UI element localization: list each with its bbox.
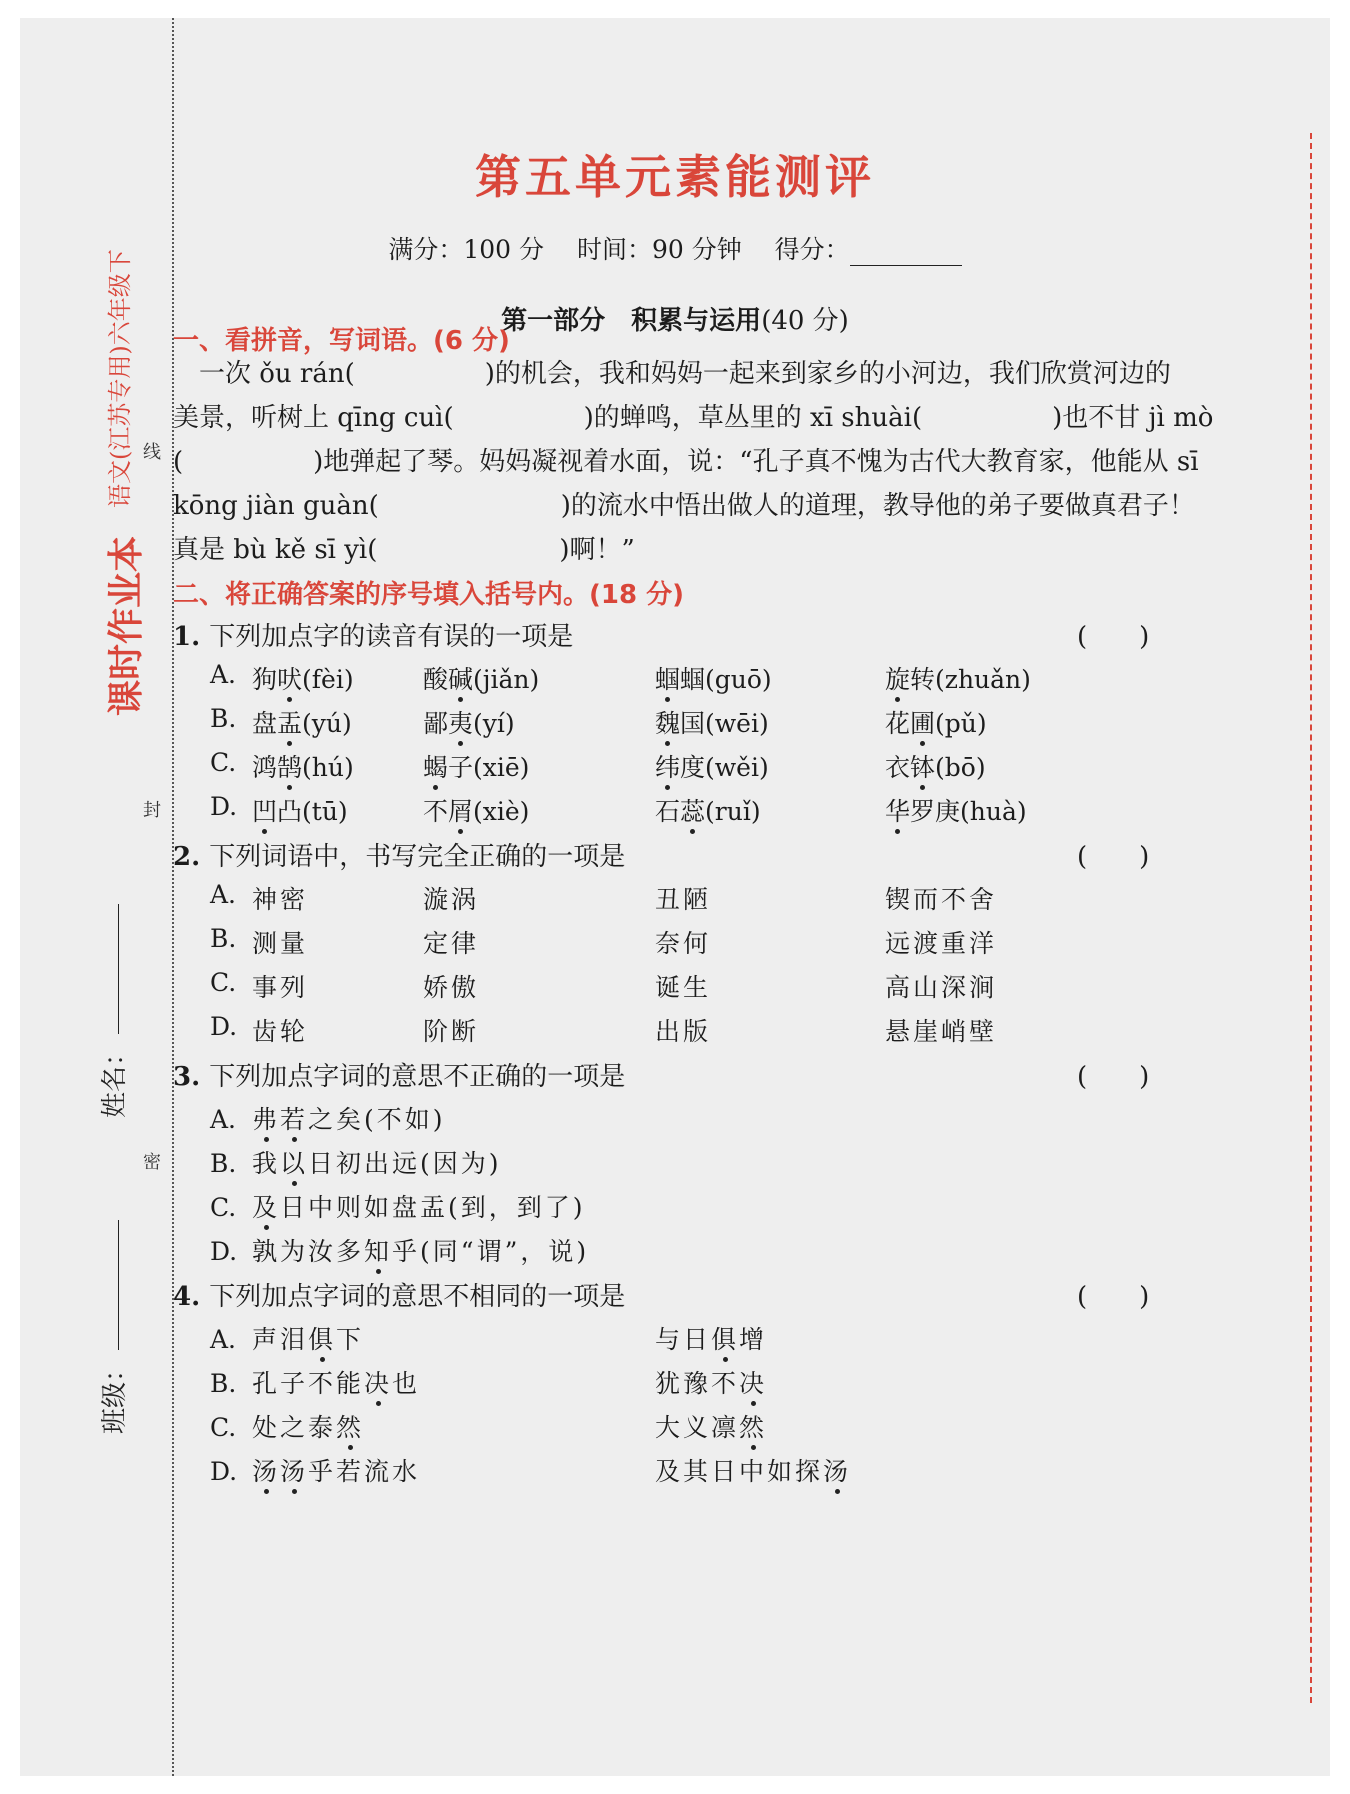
- option-text: 不: [423, 797, 449, 826]
- cut-mark-seal: 封: [143, 800, 161, 821]
- option-text: (yí): [473, 709, 515, 738]
- exam-page: [20, 18, 1330, 1776]
- option-letter: C.: [210, 1413, 237, 1442]
- option-choice: [252, 704, 352, 740]
- option-text: 花: [885, 709, 911, 738]
- option-text: 我: [252, 1149, 281, 1178]
- brand-logo: 课时作业本: [106, 535, 147, 716]
- option-letter: A.: [210, 880, 237, 909]
- option-choice: [885, 704, 987, 740]
- passage-line: kōng jiàn guàn( )的流水中悟出做人的道理，教导他的弟子要做真君子！: [173, 491, 1195, 521]
- option-text: 增: [739, 1325, 768, 1354]
- option-choice: 神密: [252, 885, 309, 914]
- option-text: 下: [336, 1325, 365, 1354]
- cut-mark-secret: 密: [143, 1152, 161, 1173]
- section2-heading: 二、将正确答案的序号填入括号内。(18 分): [173, 580, 684, 610]
- option-choice: 齿轮: [252, 1017, 309, 1046]
- emphasized-char: 然: [336, 1408, 364, 1444]
- option-text: 度(wěi): [680, 753, 769, 782]
- option-text: (yú): [302, 709, 352, 738]
- name-field[interactable]: [94, 904, 131, 1118]
- option-row[interactable]: [210, 1320, 768, 1356]
- option-choice: [252, 1237, 589, 1266]
- option-choice: 丑陋: [655, 885, 712, 914]
- emphasized-char: 决: [739, 1364, 767, 1400]
- option-text: 狗: [252, 665, 278, 694]
- option-letter: B.: [210, 924, 237, 953]
- option-letter: B.: [210, 1369, 237, 1398]
- exam-meta: [20, 230, 1330, 266]
- option-row[interactable]: [210, 880, 998, 914]
- option-choice: [423, 792, 529, 828]
- emphasized-char: 俱: [308, 1320, 336, 1356]
- emphasized-char: 夷: [448, 704, 473, 740]
- option-choice: 漩涡: [423, 885, 480, 914]
- option-text: 酸: [423, 665, 449, 694]
- option-choice: [655, 704, 769, 740]
- option-row[interactable]: [210, 968, 998, 1002]
- page-title: 第五单元素能测评: [475, 150, 875, 204]
- question-1: 1. 下列加点字的读音有误的一项是: [173, 622, 574, 652]
- option-choice: [252, 1149, 502, 1178]
- option-row[interactable]: [210, 1012, 998, 1046]
- option-row[interactable]: [210, 660, 1031, 694]
- option-text: 鄙: [423, 709, 449, 738]
- option-letter: A.: [210, 1325, 237, 1354]
- emphasized-char: 然: [739, 1408, 767, 1444]
- option-row[interactable]: [210, 924, 998, 958]
- option-letter: D.: [210, 792, 238, 821]
- option-text: 盘: [252, 709, 278, 738]
- emphasized-char: 圃: [910, 704, 935, 740]
- emphasized-char: 及: [252, 1188, 280, 1224]
- option-letter: A.: [210, 660, 237, 689]
- passage-line: ( )地弹起了琴。妈妈凝视着水面，说：“孔子真不愧为古代大教育家，他能从 sī: [173, 447, 1199, 477]
- answer-paren-1[interactable]: ( ): [1077, 622, 1150, 652]
- emphasized-char: 凹: [252, 792, 277, 828]
- option-text: 大义凛: [655, 1413, 740, 1442]
- emphasized-char: 若: [280, 1100, 308, 1136]
- option-text: (ruǐ): [705, 797, 761, 826]
- option-choice: [655, 660, 772, 696]
- option-letter: C.: [210, 968, 237, 997]
- option-row[interactable]: [210, 1100, 446, 1136]
- option-text: 及其日中如探: [655, 1457, 824, 1486]
- option-text: 鸿: [252, 753, 278, 782]
- question-4: 4. 下列加点字词的意思不相同的一项是: [173, 1282, 626, 1312]
- option-choice: 阶断: [423, 1017, 480, 1046]
- option-text: 日初出远(因为): [308, 1149, 502, 1178]
- exam-time: 时间：90 分钟: [576, 235, 742, 264]
- option-text: 也: [392, 1369, 421, 1398]
- option-choice-left: [252, 1457, 420, 1486]
- option-choice: [252, 660, 354, 696]
- emphasized-char: 屑: [448, 792, 473, 828]
- answer-paren-4[interactable]: ( ): [1077, 1282, 1150, 1312]
- option-row[interactable]: [210, 792, 1027, 826]
- option-row[interactable]: [210, 748, 986, 782]
- option-text: 子(xiē): [448, 753, 530, 782]
- emphasized-char: 决: [364, 1364, 392, 1400]
- emphasized-char: 弗: [252, 1100, 280, 1136]
- section1-heading: 一、看拼音，写词语。(6 分): [173, 326, 510, 356]
- option-text: (hú): [302, 753, 354, 782]
- passage-line: 美景，听树上 qīng cuì( )的蝉鸣，草丛里的 xī shuài( )也不甘 jì mò: [173, 403, 1214, 433]
- option-choice: 奈何: [655, 929, 712, 958]
- option-choice: 测量: [252, 929, 309, 958]
- answer-paren-2[interactable]: ( ): [1077, 842, 1150, 872]
- option-choice: 出版: [655, 1017, 712, 1046]
- option-choice: [885, 748, 986, 784]
- option-choice: 悬崖峭壁: [885, 1017, 998, 1046]
- name-label: 姓名：: [100, 1039, 130, 1118]
- option-text: (bō): [935, 753, 986, 782]
- question-2: 2. 下列词语中，书写完全正确的一项是: [173, 842, 626, 872]
- emphasized-char: 纬: [655, 748, 680, 784]
- option-choice: 锲而不舍: [885, 885, 998, 914]
- option-choice: [252, 1193, 586, 1222]
- option-text: 处之泰: [252, 1413, 337, 1442]
- cut-mark-line: 线: [143, 442, 161, 463]
- emphasized-char: 汤: [280, 1452, 308, 1488]
- option-choice-right: [655, 1452, 851, 1488]
- option-choice: 定律: [423, 929, 480, 958]
- option-choice: [252, 1105, 446, 1134]
- option-choice: [252, 748, 354, 784]
- option-text: 孰为汝多: [252, 1237, 365, 1266]
- option-choice: [655, 792, 761, 828]
- option-choice-left: [252, 1413, 364, 1442]
- option-text: 乎若流水: [308, 1457, 421, 1486]
- option-row[interactable]: [210, 1408, 768, 1444]
- option-text: 日中则如盘盂(到，到了): [280, 1193, 586, 1222]
- option-choice-right: [655, 1320, 767, 1356]
- option-choice: 诞生: [655, 973, 712, 1002]
- emphasized-char: 旋: [885, 660, 910, 696]
- option-text: 凸(tū): [277, 797, 348, 826]
- score-blank[interactable]: [850, 241, 962, 266]
- right-margin-line: [1310, 133, 1312, 1703]
- emphasized-char: 汤: [252, 1452, 280, 1488]
- option-text: 罗庚(huà): [910, 797, 1027, 826]
- option-choice: [252, 792, 348, 828]
- option-choice-right: [655, 1408, 767, 1444]
- emphasized-char: 蝈: [655, 660, 680, 696]
- option-text: 石: [655, 797, 681, 826]
- option-text: 声泪: [252, 1325, 309, 1354]
- option-row[interactable]: [210, 1232, 589, 1268]
- option-choice: [655, 748, 769, 784]
- option-text: (jiǎn): [473, 665, 540, 694]
- option-text: 转(zhuǎn): [910, 665, 1031, 694]
- full-score: 满分：100 分: [388, 235, 544, 264]
- option-letter: C.: [210, 748, 237, 777]
- option-text: 乎(同“谓”，说): [392, 1237, 590, 1266]
- option-choice: [423, 704, 515, 740]
- option-letter: D.: [210, 1237, 238, 1266]
- option-text: (fèi): [302, 665, 354, 694]
- option-row[interactable]: [210, 1188, 586, 1224]
- option-letter: B.: [210, 704, 237, 733]
- answer-paren-3[interactable]: ( ): [1077, 1062, 1150, 1092]
- part-heading: 第一部分 积累与运用(40 分): [501, 306, 849, 336]
- option-choice: [423, 748, 529, 784]
- class-label: 班级：: [100, 1355, 130, 1434]
- option-text: (xiè): [473, 797, 530, 826]
- emphasized-char: 蕊: [680, 792, 705, 828]
- option-letter: C.: [210, 1193, 237, 1222]
- option-text: 与日: [655, 1325, 712, 1354]
- option-choice-right: [655, 1364, 767, 1400]
- option-letter: D.: [210, 1457, 238, 1486]
- option-text: (pǔ): [935, 709, 987, 738]
- emphasized-char: 鹄: [277, 748, 302, 784]
- option-text: 孔子不能: [252, 1369, 365, 1398]
- emphasized-char: 俱: [711, 1320, 739, 1356]
- passage-line: 真是 bù kě sī yì( )啊！”: [173, 535, 635, 565]
- option-choice: [885, 792, 1027, 828]
- binding-cut-line: [172, 18, 174, 1776]
- section1-passage: [173, 352, 1214, 572]
- score-label: 得分：: [774, 235, 850, 264]
- option-choice: 事列: [252, 973, 309, 1002]
- emphasized-char: 汤: [823, 1452, 851, 1488]
- option-choice: [423, 660, 539, 696]
- option-letter: A.: [210, 1105, 237, 1134]
- option-letter: B.: [210, 1149, 237, 1178]
- option-choice: 娇傲: [423, 973, 480, 1002]
- book-title: 语文(江苏专用)六年级下: [106, 249, 134, 508]
- option-choice-left: [252, 1325, 364, 1354]
- option-text: 国(wēi): [680, 709, 769, 738]
- option-text: 犹豫不: [655, 1369, 740, 1398]
- option-row[interactable]: [210, 704, 987, 738]
- emphasized-char: 知: [364, 1232, 392, 1268]
- emphasized-char: 吠: [277, 660, 302, 696]
- class-field[interactable]: [94, 1220, 131, 1434]
- emphasized-char: 以: [280, 1144, 308, 1180]
- option-choice: [885, 660, 1031, 696]
- question-3: 3. 下列加点字词的意思不正确的一项是: [173, 1062, 626, 1092]
- emphasized-char: 魏: [655, 704, 680, 740]
- emphasized-char: 碱: [448, 660, 473, 696]
- emphasized-char: 华: [885, 792, 910, 828]
- option-choice-left: [252, 1369, 420, 1398]
- emphasized-char: 蝎: [423, 748, 448, 784]
- passage-line: 一次 ǒu rán( )的机会，我和妈妈一起来到家乡的小河边，我们欣赏河边的: [173, 359, 1171, 389]
- emphasized-char: 钵: [910, 748, 935, 784]
- option-choice: 远渡重洋: [885, 929, 998, 958]
- emphasized-char: 盂: [277, 704, 302, 740]
- option-text: 之矣(不如): [308, 1105, 446, 1134]
- option-text: 蝈(guō): [680, 665, 772, 694]
- option-row[interactable]: [210, 1144, 502, 1180]
- option-letter: D.: [210, 1012, 238, 1041]
- option-text: 衣: [885, 753, 911, 782]
- option-row[interactable]: [210, 1364, 768, 1400]
- option-row[interactable]: [210, 1452, 852, 1488]
- option-choice: 高山深涧: [885, 973, 998, 1002]
